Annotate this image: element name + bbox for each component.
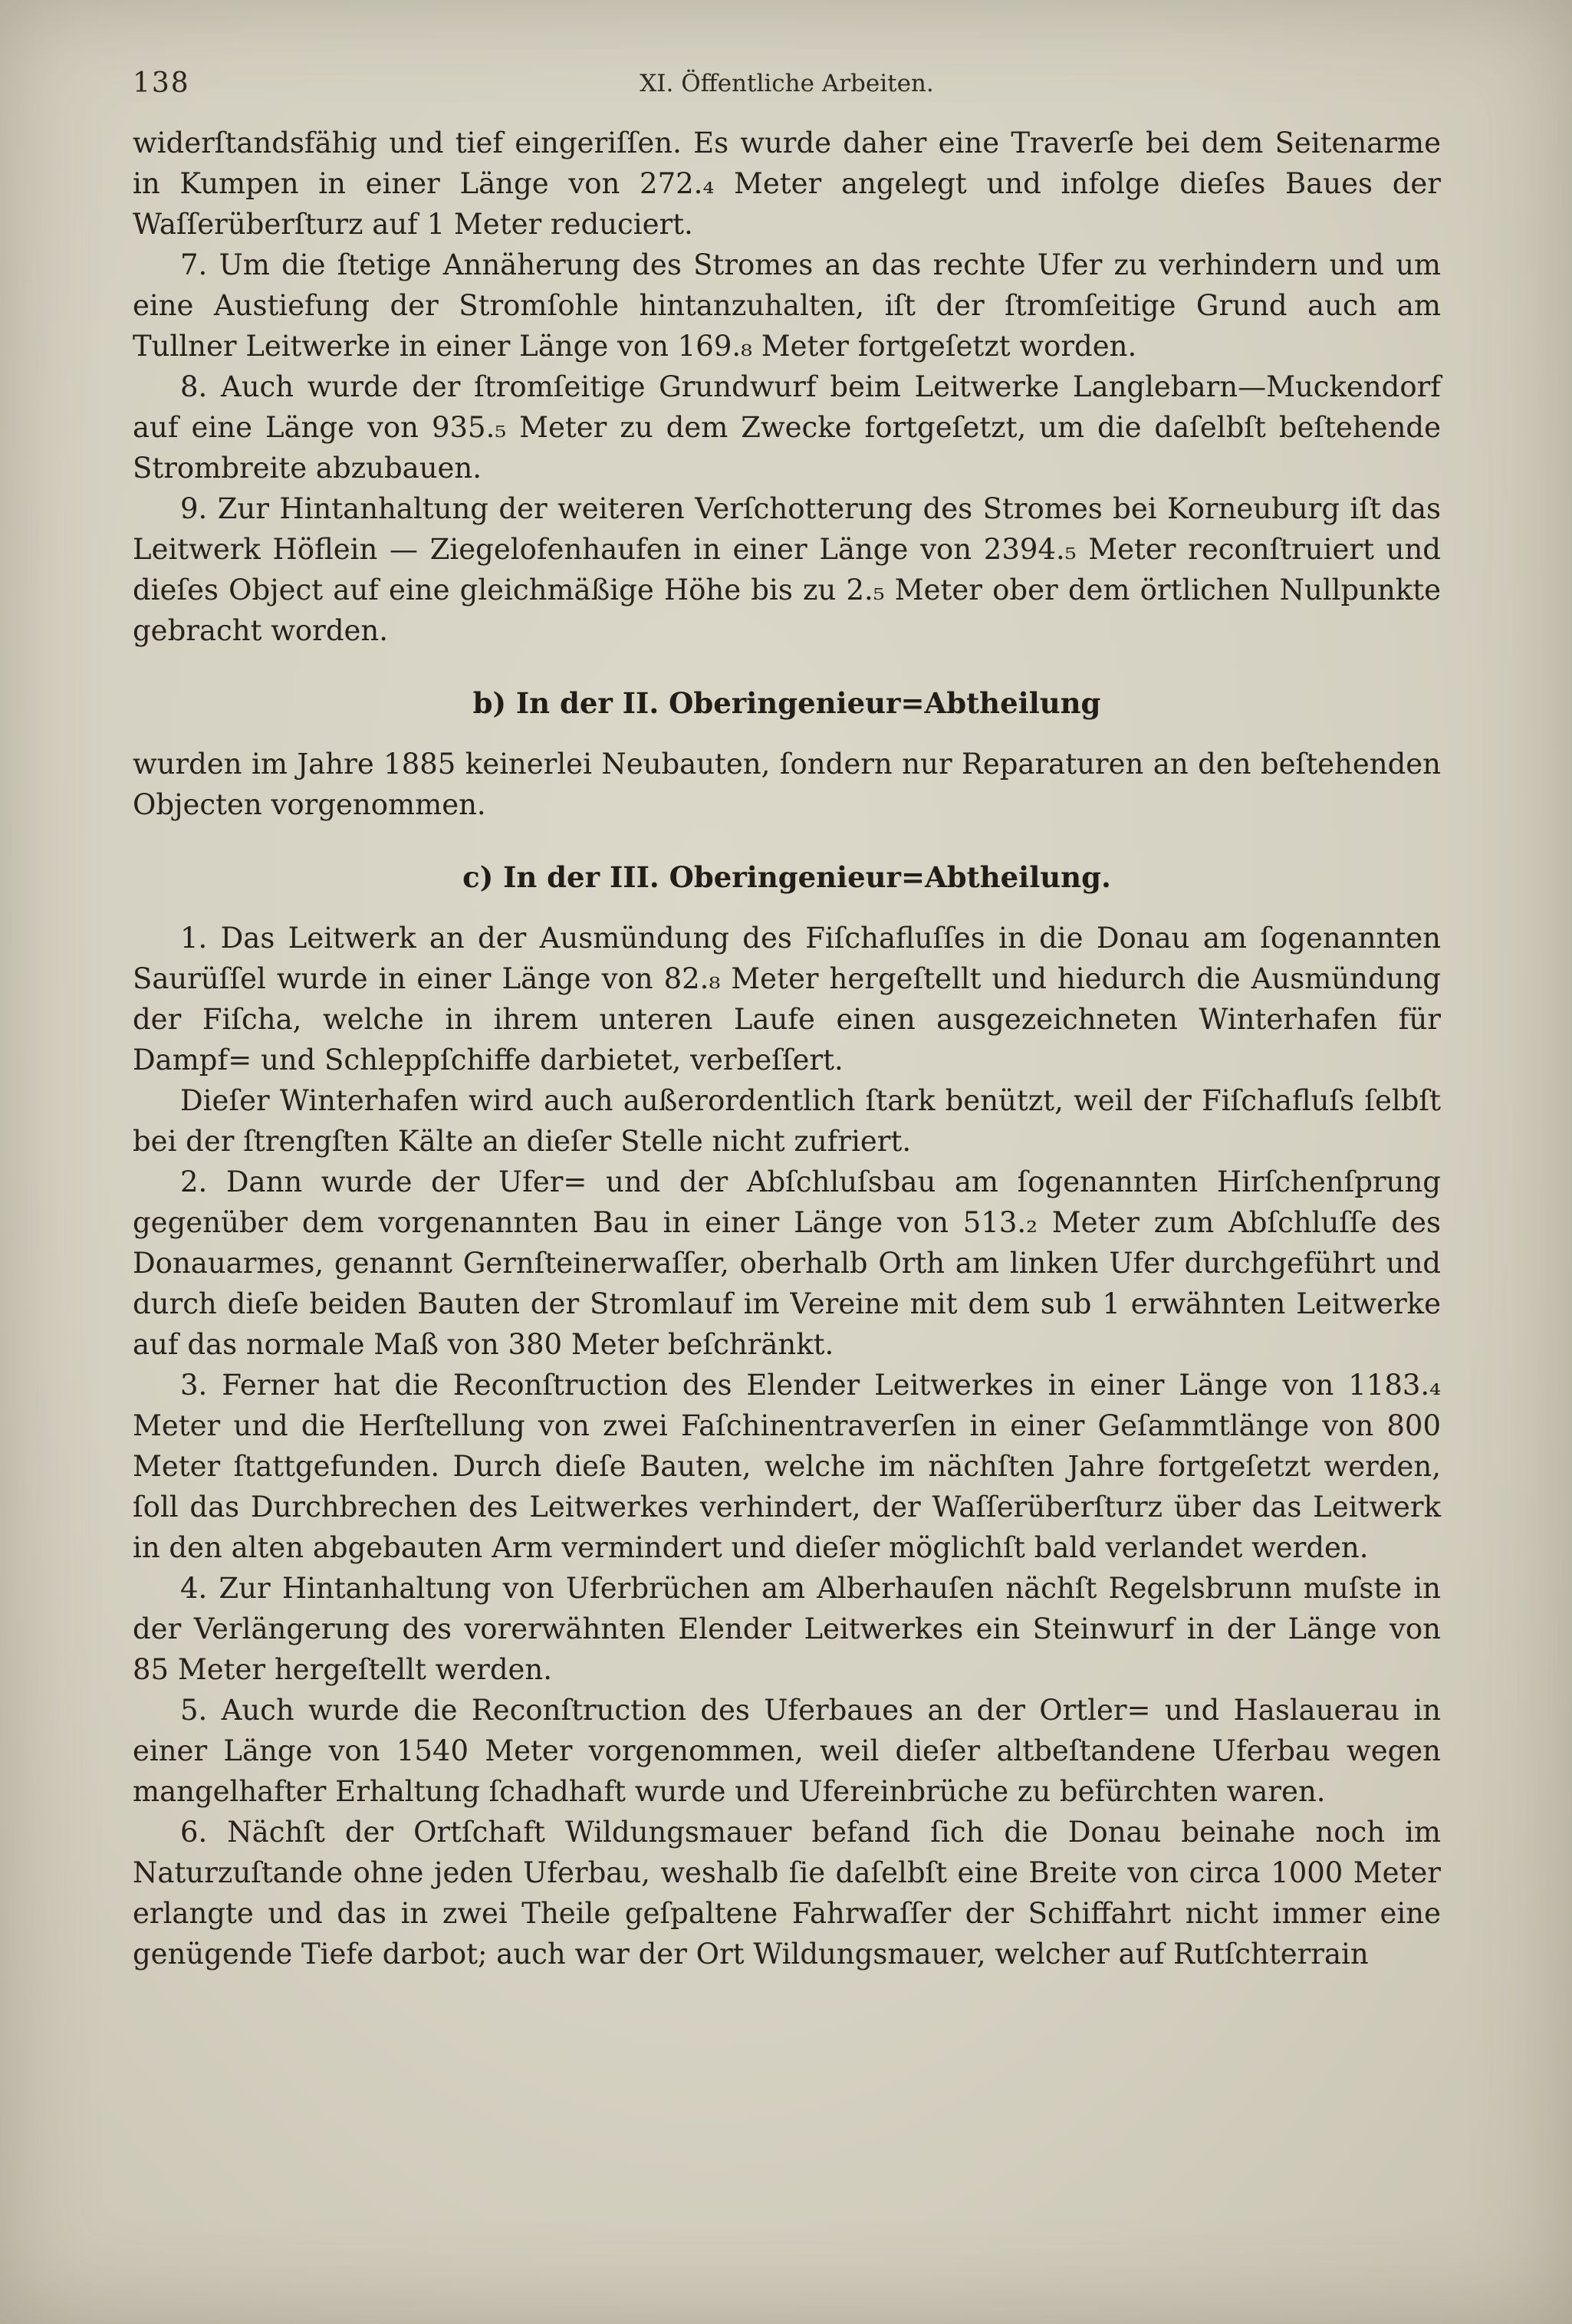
- paragraph-item-8: 8. Auch wurde der ſtromſeitige Grundwurf beim Leitwerke Langlebarn—Muckendorf auf eine Länge von 935.₅ Meter zu dem Zwecke fortgeſetzt, um die daſelbſt beſtehende Strombreite abzubauen.: [133, 370, 1441, 485]
- paragraph-item-c6: 6. Nächſt der Ortſchaft Wildungsmauer befand ſich die Donau beinahe noch im Naturzuſtande ohne jeden Uferbau, weshalb ſie daſelbſt eine Breite von circa 1000 Meter erlangte und das in zwei Theile geſpaltene Fahrwaſſer der Schiffahrt nicht immer eine genügende Tiefe darbot; auch war der Ort Wildungsmauer, welcher auf Rutſchterrain: [133, 1816, 1441, 1971]
- paragraph-item-c3: 3. Ferner hat die Reconſtruction des Elender Leitwerkes in einer Länge von 1183.₄ Meter und die Herſtellung von zwei Faſchinentraverſen in einer Geſammtlänge von 800 Meter ſtattgefunden. Durch dieſe Bauten, welche im nächſten Jahre fortgeſetzt werden, ſoll das Durchbrechen des Leitwerkes verhindert, der Waſſerüberſturz über das Leitwerk in den alten abgebauten Arm vermindert und dieſer möglichſt bald verlandet werden.: [133, 1369, 1441, 1564]
- paragraph-item-c4: 4. Zur Hintanhaltung von Uferbrüchen am Alberhauſen nächſt Regelsbrunn muſste in der Verlängerung des vorerwähnten Elender Leitwerkes ein Steinwurf in der Länge von 85 Meter hergeſtellt werden.: [133, 1572, 1441, 1686]
- paragraph-section-b-intro: wurden im Jahre 1885 keinerlei Neubauten, ſondern nur Reparaturen an den beſtehenden Objecten vorgenommen.: [133, 748, 1441, 821]
- section-heading-c: c) In der III. Oberingenieur=Abtheilung.: [462, 860, 1111, 894]
- paragraph-item-7: 7. Um die ſtetige Annäherung des Stromes an das rechte Ufer zu verhindern und um eine Austiefung der Stromſohle hintanzuhalten, iſt der ſtromſeitige Grund auch am Tullner Leitwerke in einer Länge von 169.₈ Meter fortgeſetzt worden.: [133, 248, 1441, 363]
- page-number: 138: [133, 67, 190, 99]
- paragraph-item-9: 9. Zur Hintanhaltung der weiteren Verſchotterung des Stromes bei Korneuburg iſt das Leitwerk Höflein — Ziegelofenhaufen in einer Länge von 2394.₅ Meter reconſtruiert und dieſes Object auf eine gleichmäßige Höhe bis zu 2.₅ Meter ober dem örtlichen Nullpunkte gebracht worden.: [133, 492, 1441, 647]
- page-header: [133, 67, 1441, 101]
- section-heading-b: b) In der II. Oberingenieur=Abtheilung: [472, 686, 1101, 720]
- paragraph-item-c5: 5. Auch wurde die Reconſtruction des Uferbaues an der Ortler= und Haslauerau in einer Länge von 1540 Meter vorgenommen, weil dieſer altbeſtandene Uferbau wegen mangelhafter Erhaltung ſchadhaft wurde und Ufereinbrüche zu befürchten waren.: [133, 1694, 1441, 1808]
- paragraph-item-c1: 1. Das Leitwerk an der Ausmündung des Fiſchafluſſes in die Donau am ſogenannten Saurüſſel wurde in einer Länge von 82.₈ Meter hergeſtellt und hiedurch die Ausmündung der Fiſcha, welche in ihrem unteren Laufe einen ausgezeichneten Winterhafen für Dampf= und Schleppſchiffe darbietet, verbeſſert.: [133, 922, 1441, 1077]
- text-block: [133, 123, 1441, 1974]
- paragraph-continuation: widerſtandsfähig und tief eingeriſſen. Es wurde daher eine Traverſe bei dem Seitenarme in Kumpen in einer Länge von 272.₄ Meter angelegt und infolge dieſes Baues der Waſſerüberſturz auf 1 Meter reduciert.: [133, 127, 1441, 241]
- paragraph-item-c1-continued: Dieſer Winterhafen wird auch außerordentlich ſtark benützt, weil der Fiſchafluſs ſelbſt bei der ſtrengſten Kälte an dieſer Stelle nicht zufriert.: [133, 1084, 1441, 1158]
- running-header: XI. Öffentliche Arbeiten.: [640, 70, 934, 97]
- paragraph-item-c2: 2. Dann wurde der Ufer= und der Abſchluſsbau am ſogenannten Hirſchenſprung gegenüber dem vorgenannten Bau in einer Länge von 513.₂ Meter zum Abſchluſſe des Donauarmes, genannt Gernſteinerwaſſer, oberhalb Orth am linken Ufer durchgeführt und durch dieſe beiden Bauten der Stromlauf im Vereine mit dem sub 1 erwähnten Leitwerke auf das normale Maß von 380 Meter beſchränkt.: [133, 1165, 1441, 1361]
